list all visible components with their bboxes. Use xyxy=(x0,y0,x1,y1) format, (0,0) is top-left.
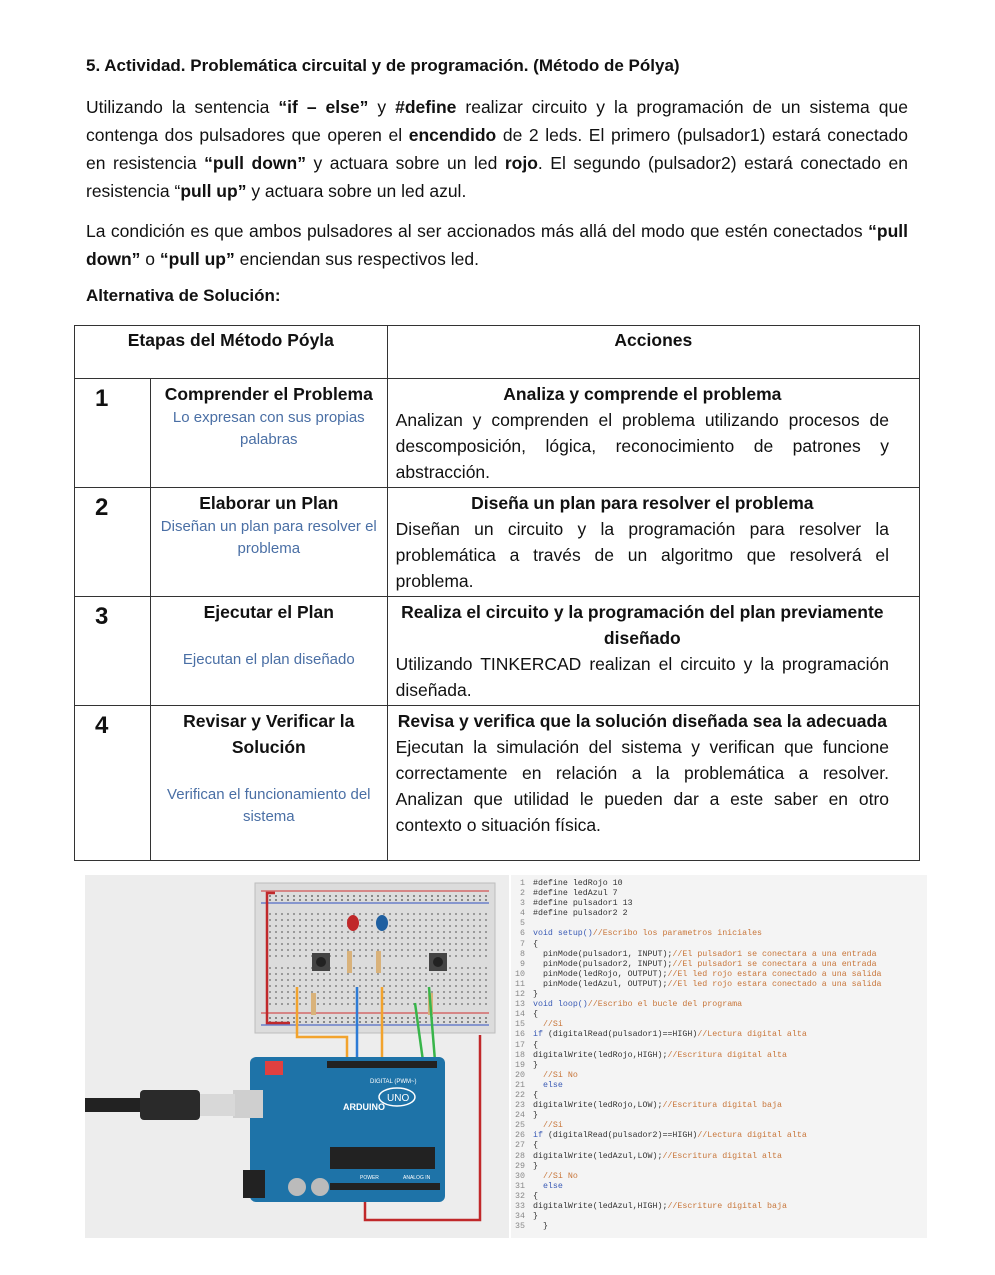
blue-led xyxy=(376,915,388,931)
usb-plug xyxy=(140,1090,200,1120)
stage-cell xyxy=(150,706,387,861)
code-token: //Si No xyxy=(533,1171,578,1181)
code-token: { xyxy=(533,1090,538,1100)
code-token: } xyxy=(533,1212,538,1222)
code-token: void setup() xyxy=(533,929,593,939)
text-segment: realizar circuito y la programación de un sistema que contenga dos pulsadores que operen el xyxy=(86,97,908,145)
code-token: } xyxy=(533,1222,548,1232)
stage-title: Ejecutar el Plan xyxy=(203,602,334,622)
digital-headers xyxy=(327,1061,437,1068)
line-number: 16 xyxy=(515,1030,525,1040)
code-token: //Si xyxy=(533,1121,563,1131)
header-stages: Etapas del Método Póyla xyxy=(75,326,388,379)
text-segment: o xyxy=(140,249,160,269)
line-number: 1 xyxy=(520,879,525,888)
code-token: //El pulsador1 se conectara a una entrada xyxy=(672,959,877,969)
text-segment: “if – else” xyxy=(278,97,369,117)
line-number: 10 xyxy=(515,969,525,979)
analog-label: ANALOG IN xyxy=(403,1175,431,1181)
text-segment: y xyxy=(368,97,396,117)
step-number: 2 xyxy=(75,488,151,597)
code-token: pinMode(ledAzul, OUTPUT); xyxy=(533,979,668,989)
line-number: 24 xyxy=(515,1111,525,1121)
usb-connector xyxy=(200,1094,235,1116)
line-number: 2 xyxy=(520,889,525,899)
code-token: #define ledRojo 10 xyxy=(533,879,623,888)
code-line xyxy=(511,1041,927,1051)
text-segment: encendido xyxy=(408,125,497,145)
line-number: 31 xyxy=(515,1181,525,1191)
text-segment: pull up” xyxy=(180,181,247,201)
code-token: if xyxy=(533,1131,548,1141)
line-number: 23 xyxy=(515,1101,525,1111)
code-token: digitalWrite(ledAzul,LOW); xyxy=(533,1151,663,1161)
line-number: 7 xyxy=(520,939,525,949)
line-number: 12 xyxy=(515,990,525,1000)
code-line xyxy=(511,980,927,990)
alternative-label: Alternativa de Solución: xyxy=(86,286,281,305)
code-token: { xyxy=(533,1191,538,1201)
text-segment: enciendan sus respectivos led. xyxy=(234,249,479,269)
code-token: //Escriture digital baja xyxy=(667,1202,787,1211)
arduino-brand: ARDUINO xyxy=(343,1102,385,1112)
code-token: //Escritura digital alta xyxy=(662,1151,782,1161)
line-number: 29 xyxy=(515,1161,525,1171)
code-line xyxy=(511,1000,927,1010)
condition-statement xyxy=(86,217,908,273)
code-line xyxy=(511,990,927,1000)
code-line xyxy=(511,1141,927,1151)
text-segment: y actuara sobre un led azul. xyxy=(246,181,467,201)
reset-button xyxy=(265,1061,283,1075)
action-cell xyxy=(387,597,919,706)
resistor xyxy=(347,951,352,973)
code-line xyxy=(511,1030,927,1040)
code-token: //Escritura digital baja xyxy=(662,1101,782,1111)
capacitor xyxy=(311,1178,329,1196)
line-number: 34 xyxy=(515,1212,525,1222)
code-token: #define pulsador1 13 xyxy=(533,899,633,909)
code-line xyxy=(511,1172,927,1182)
text-segment: . El segundo (pulsador2) estará conectado en resistencia “ xyxy=(86,153,908,201)
code-token: } xyxy=(533,1060,538,1070)
code-token: digitalWrite(ledRojo,HIGH); xyxy=(533,1050,668,1060)
code-line xyxy=(511,889,927,899)
code-line xyxy=(511,1222,927,1232)
code-line xyxy=(511,879,927,889)
stage-cell xyxy=(150,379,387,488)
code-token: //Escribo el bucle del programa xyxy=(587,1000,743,1010)
action-title: Realiza el circuito y la programación del plan previamente diseñado xyxy=(401,602,884,648)
table-row xyxy=(75,597,920,706)
text-segment: y actuara sobre un led xyxy=(305,153,505,173)
stage-subtitle: Lo expresan con sus propias palabras xyxy=(172,409,365,448)
line-number: 35 xyxy=(515,1222,525,1232)
action-body: Utilizando TINKERCAD realizan el circuito y la programación diseñada. xyxy=(395,654,889,700)
step-number: 1 xyxy=(75,379,151,488)
line-number: 28 xyxy=(515,1151,525,1161)
code-line xyxy=(511,1212,927,1222)
polya-table xyxy=(74,325,920,861)
usb-port xyxy=(233,1090,263,1118)
code-token: { xyxy=(533,1141,538,1151)
line-number: 18 xyxy=(515,1050,525,1060)
action-body: Analizan y comprenden el problema utilizando procesos de descomposición, lógica, reconocimiento de patrones y abstracción. xyxy=(395,410,889,482)
code-token: //El led rojo estara conectado a una salida xyxy=(667,969,882,979)
line-number: 27 xyxy=(515,1141,525,1151)
red-led xyxy=(347,915,359,931)
code-line xyxy=(511,1111,927,1121)
line-number: 30 xyxy=(515,1171,525,1181)
line-number: 32 xyxy=(515,1191,525,1201)
line-number: 6 xyxy=(520,929,525,939)
line-number: 14 xyxy=(515,1010,525,1020)
text-segment: “pull down” xyxy=(204,153,306,173)
code-token: //Escribo los parametros iniciales xyxy=(592,929,763,939)
action-title: Analiza y comprende el problema xyxy=(503,384,782,404)
text-segment: “pull up” xyxy=(159,249,235,269)
step-number: 3 xyxy=(75,597,151,706)
code-token: digitalWrite(ledAzul,HIGH); xyxy=(533,1202,668,1211)
code-line xyxy=(511,1020,927,1030)
code-token: #define pulsador2 2 xyxy=(533,909,628,919)
header-actions: Acciones xyxy=(387,326,919,379)
code-line xyxy=(511,1091,927,1101)
code-line xyxy=(511,940,927,950)
code-token: //Si No xyxy=(533,1070,578,1080)
text-segment: “pull down” xyxy=(86,221,908,269)
code-line xyxy=(511,950,927,960)
power-headers xyxy=(330,1183,440,1190)
code-line xyxy=(511,970,927,980)
code-line xyxy=(511,1081,927,1091)
code-token: pinMode(pulsador2, INPUT); xyxy=(533,959,673,969)
code-line xyxy=(511,1202,927,1212)
action-title: Revisa y verifica que la solución diseñada sea la adecuada xyxy=(397,711,887,731)
action-cell xyxy=(387,379,919,488)
code-token: else xyxy=(533,1181,563,1191)
line-number: 19 xyxy=(515,1060,525,1070)
action-body: Diseñan un circuito y la programación para resolver la problemática a través de un algoritmo que resolverá el problema. xyxy=(395,519,889,591)
code-token: digitalWrite(ledRojo,LOW); xyxy=(533,1101,663,1111)
code-token: (digitalRead(pulsador1)==HIGH) xyxy=(547,1030,698,1040)
action-body: Ejecutan la simulación del sistema y verifican que funcione correctamente en relación a la problemática a resolver. Analizan que utilidad le pueden dar a este saber en otro contexto o situación física. xyxy=(395,737,889,835)
stage-cell xyxy=(150,597,387,706)
code-token: //Si xyxy=(533,1020,563,1030)
line-number: 3 xyxy=(520,899,525,909)
line-number: 4 xyxy=(520,909,525,919)
stage-subtitle: Diseñan un plan para resolver el problema xyxy=(160,518,377,557)
code-token: //El pulsador1 se conectara a una entrada xyxy=(672,949,877,959)
code-token: void loop() xyxy=(533,1000,588,1010)
code-token: #define ledAzul 7 xyxy=(533,889,618,899)
code-token: //El led rojo estara conectado a una salida xyxy=(667,979,882,989)
code-line xyxy=(511,1071,927,1081)
stage-title: Comprender el Problema xyxy=(164,384,373,404)
resistor xyxy=(376,951,381,973)
code-token: pinMode(pulsador1, INPUT); xyxy=(533,949,673,959)
activity-heading: 5. Actividad. Problemática circuital y de programación. (Método de Pólya) xyxy=(86,56,680,75)
code-line xyxy=(511,1010,927,1020)
code-token: //Escritura digital alta xyxy=(667,1050,787,1060)
circuit-diagram xyxy=(85,875,509,1238)
power-jack xyxy=(243,1170,265,1198)
line-number: 9 xyxy=(520,959,525,969)
code-token: //Lectura digital alta xyxy=(697,1030,807,1040)
line-number: 25 xyxy=(515,1121,525,1131)
code-line xyxy=(511,899,927,909)
code-line xyxy=(511,919,927,929)
line-number: 33 xyxy=(515,1202,525,1211)
text-segment: #define xyxy=(395,97,457,117)
text-segment: de 2 leds. El primero (pulsador1) estará conectado en resistencia xyxy=(86,125,908,173)
solution-figure xyxy=(85,875,927,1238)
code-line xyxy=(511,1101,927,1111)
code-token: { xyxy=(533,1010,538,1020)
code-token: { xyxy=(533,1040,538,1050)
code-line xyxy=(511,1131,927,1141)
code-line xyxy=(511,1182,927,1192)
code-token: } xyxy=(533,1111,538,1121)
uno-label: UNO xyxy=(387,1093,410,1104)
power-label: POWER xyxy=(360,1175,379,1181)
line-number: 13 xyxy=(515,1000,525,1010)
code-token: //Lectura digital alta xyxy=(697,1131,807,1141)
line-number: 15 xyxy=(515,1020,525,1030)
code-line xyxy=(511,1051,927,1061)
text-segment: La condición es que ambos pulsadores al ser accionados más allá del modo que estén conectados xyxy=(86,221,869,241)
line-number: 11 xyxy=(515,979,525,989)
line-number: 20 xyxy=(515,1070,525,1080)
table-header-row xyxy=(75,326,920,379)
code-line xyxy=(511,1152,927,1162)
text-segment: rojo xyxy=(504,153,538,173)
atmega-chip xyxy=(330,1147,435,1169)
code-token: if xyxy=(533,1030,548,1040)
table-row xyxy=(75,706,920,861)
problem-statement xyxy=(86,93,908,205)
code-token: (digitalRead(pulsador2)==HIGH) xyxy=(547,1131,698,1141)
table-row xyxy=(75,379,920,488)
capacitor xyxy=(288,1178,306,1196)
code-editor xyxy=(511,875,927,1238)
resistor xyxy=(311,993,316,1015)
tinkercad-circuit xyxy=(85,875,509,1238)
step-number: 4 xyxy=(75,706,151,861)
code-line xyxy=(511,1192,927,1202)
breadboard xyxy=(255,883,495,1033)
code-token: { xyxy=(533,939,538,949)
text-segment: Utilizando la sentencia xyxy=(86,97,279,117)
line-number: 22 xyxy=(515,1090,525,1100)
code-line xyxy=(511,929,927,939)
line-number: 17 xyxy=(515,1040,525,1050)
stage-subtitle: Verifican el funcionamiento del sistema xyxy=(167,786,371,825)
code-line xyxy=(511,1061,927,1071)
code-token: } xyxy=(533,990,538,1000)
line-number: 5 xyxy=(520,919,525,929)
line-number: 21 xyxy=(515,1080,525,1090)
line-number: 26 xyxy=(515,1131,525,1141)
stage-title: Elaborar un Plan xyxy=(199,493,339,513)
action-cell xyxy=(387,706,919,861)
stage-cell xyxy=(150,488,387,597)
digital-label: DIGITAL (PWM~) xyxy=(370,1079,417,1085)
line-number: 8 xyxy=(520,949,525,959)
code-token: } xyxy=(533,1161,538,1171)
code-line xyxy=(511,960,927,970)
code-line xyxy=(511,1162,927,1172)
code-line xyxy=(511,909,927,919)
code-token: else xyxy=(533,1080,563,1090)
action-title: Diseña un plan para resolver el problema xyxy=(471,493,814,513)
action-cell xyxy=(387,488,919,597)
code-token: pinMode(ledRojo, OUTPUT); xyxy=(533,969,668,979)
stage-title: Revisar y Verificar la Solución xyxy=(183,711,355,757)
code-line xyxy=(511,1121,927,1131)
stage-subtitle: Ejecutan el plan diseñado xyxy=(182,651,355,668)
table-row xyxy=(75,488,920,597)
